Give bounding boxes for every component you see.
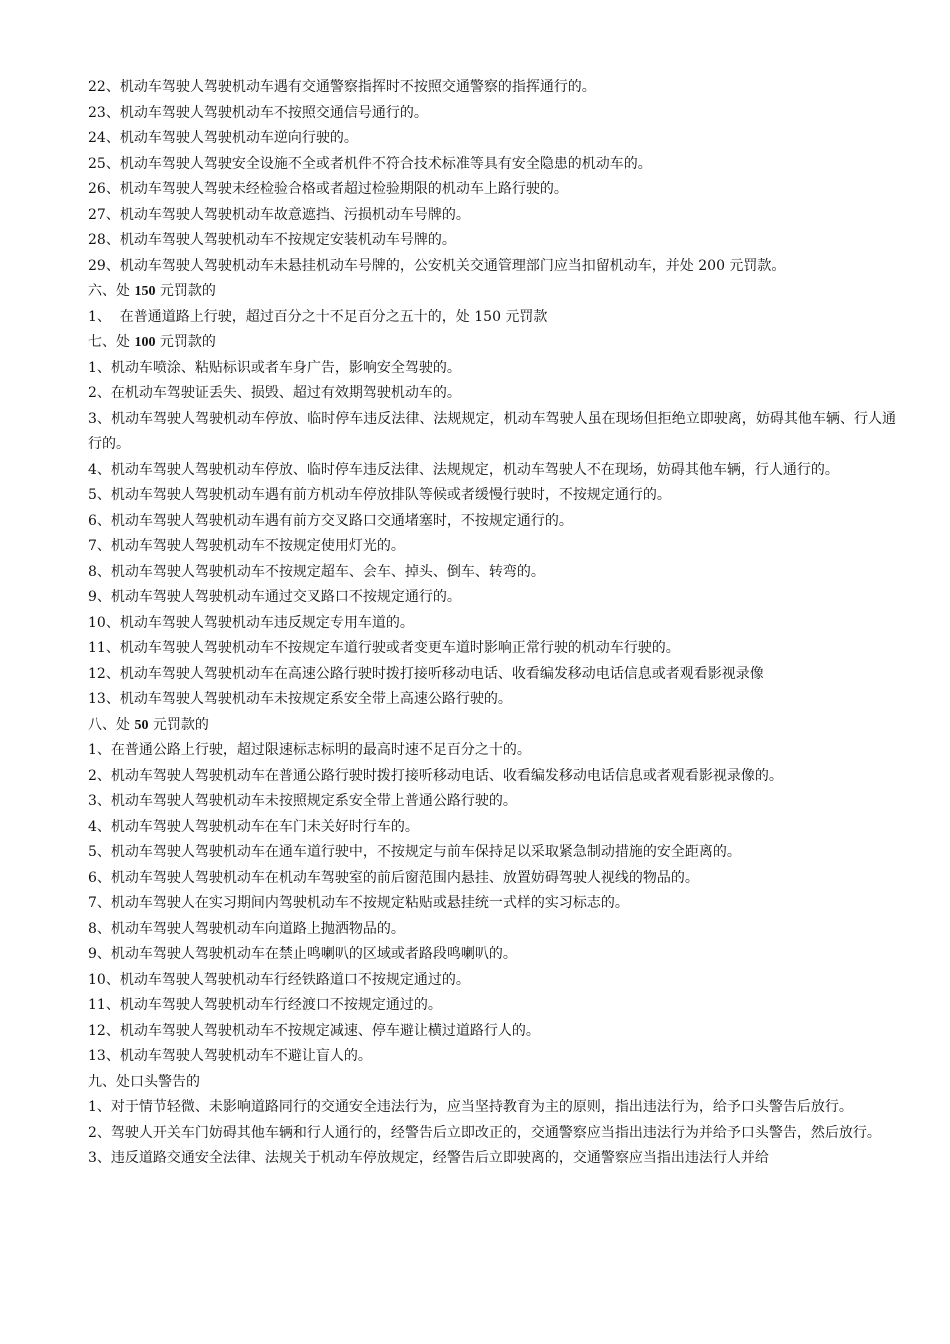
heading-suffix: 元罚款的 bbox=[155, 334, 216, 350]
list-item: 10、机动车驾驶人驾驶机动车行经铁路道口不按规定通过的。 bbox=[88, 971, 470, 988]
heading-amount: 50 bbox=[134, 717, 149, 733]
list-item: 7、机动车驾驶人在实习期间内驾驶机动车不按规定粘贴或悬挂统一式样的实习标志的。 bbox=[88, 895, 629, 911]
section-heading-warning: 九、处口头警告的 bbox=[88, 1073, 200, 1090]
list-item: 3、机动车驾驶人驾驶机动车未按照规定系安全带上普通公路行驶的。 bbox=[88, 793, 517, 809]
list-item: 2、在机动车驾驶证丢失、损毁、超过有效期驾驶机动车的。 bbox=[88, 385, 461, 401]
heading-amount: 100 bbox=[134, 335, 156, 350]
list-items-50 bbox=[88, 738, 896, 1070]
list-item: 11、机动车驾驶人驾驶机动车行经渡口不按规定通过的。 bbox=[88, 997, 442, 1013]
list-item: 25、机动车驾驶人驾驶安全设施不全或者机件不符合技术标准等具有安全隐患的机动车的。 bbox=[88, 155, 652, 172]
list-item: 3、违反道路交通安全法律、法规关于机动车停放规定，经警告后立即驶离的，交通警察应当指出违法行人并给 bbox=[88, 1150, 769, 1166]
list-item: 2、机动车驾驶人驾驶机动车在普通公路行驶时拨打接听移动电话、收看编发移动电话信息或者观看影视录像的。 bbox=[88, 767, 783, 784]
document-page bbox=[88, 75, 896, 1172]
list-item: 1、在普通公路上行驶，超过限速标志标明的最高时速不足百分之十的。 bbox=[88, 742, 531, 758]
list-item: 2、驾驶人开关车门妨碍其他车辆和行人通行的，经警告后立即改正的，交通警察应当指出违法行为并给予口头警告，然后放行。 bbox=[88, 1124, 881, 1141]
list-item: 23、机动车驾驶人驾驶机动车不按照交通信号通行的。 bbox=[88, 104, 428, 121]
list-item: 13、机动车驾驶人驾驶机动车未按规定系安全带上高速公路行驶的。 bbox=[88, 691, 512, 707]
list-item: 1、机动车喷涂、粘贴标识或者车身广告，影响安全驾驶的。 bbox=[88, 359, 461, 376]
list-items-warning bbox=[88, 1095, 896, 1172]
list-item: 1、 在普通道路上行驶，超过百分之十不足百分之五十的，处 150 元罚款 bbox=[88, 308, 548, 325]
section-heading-150 bbox=[88, 279, 896, 305]
list-items-100 bbox=[88, 356, 896, 713]
heading-suffix: 元罚款的 bbox=[148, 716, 209, 733]
list-items-150 bbox=[88, 305, 896, 331]
list-items-a bbox=[88, 75, 896, 279]
list-item: 10、机动车驾驶人驾驶机动车违反规定专用车道的。 bbox=[88, 614, 414, 631]
list-item: 9、机动车驾驶人驾驶机动车在禁止鸣喇叭的区域或者路段鸣喇叭的。 bbox=[88, 946, 517, 962]
list-item: 4、机动车驾驶人驾驶机动车在车门未关好时行车的。 bbox=[88, 818, 419, 835]
list-item: 24、机动车驾驶人驾驶机动车逆向行驶的。 bbox=[88, 130, 358, 146]
section-heading-100 bbox=[88, 330, 896, 356]
list-item: 6、机动车驾驶人驾驶机动车遇有前方交叉路口交通堵塞时，不按规定通行的。 bbox=[88, 512, 573, 529]
list-item: 1、对于情节轻微、未影响道路同行的交通安全违法行为，应当坚持教育为主的原则，指出违法行为，给予口头警告后放行。 bbox=[88, 1099, 853, 1115]
heading-prefix: 七、处 bbox=[88, 334, 135, 350]
list-item: 27、机动车驾驶人驾驶机动车故意遮挡、污损机动车号牌的。 bbox=[88, 206, 470, 223]
list-item: 28、机动车驾驶人驾驶机动车不按规定安装机动车号牌的。 bbox=[88, 232, 456, 248]
list-item: 4、机动车驾驶人驾驶机动车停放、临时停车违反法律、法规规定，机动车驾驶人不在现场，妨碍其他车辆，行人通行的。 bbox=[88, 461, 839, 478]
list-item: 7、机动车驾驶人驾驶机动车不按规定使用灯光的。 bbox=[88, 538, 405, 554]
list-item: 9、机动车驾驶人驾驶机动车通过交叉路口不按规定通行的。 bbox=[88, 589, 461, 605]
list-item: 12、机动车驾驶人驾驶机动车不按规定减速、停车避让横过道路行人的。 bbox=[88, 1022, 540, 1039]
list-item: 22、机动车驾驶人驾驶机动车遇有交通警察指挥时不按照交通警察的指挥通行的。 bbox=[88, 79, 596, 95]
heading-suffix: 元罚款的 bbox=[155, 283, 216, 299]
list-item: 3、机动车驾驶人驾驶机动车停放、临时停车违反法律、法规规定，机动车驾驶人虽在现场但拒绝立即驶离，妨碍其他车辆、行人通行的。 bbox=[88, 410, 896, 452]
section-heading-50 bbox=[88, 713, 896, 739]
list-item: 8、机动车驾驶人驾驶机动车向道路上抛洒物品的。 bbox=[88, 920, 405, 937]
list-item: 12、机动车驾驶人驾驶机动车在高速公路行驶时拨打接听移动电话、收看编发移动电话信息或者观看影视录像 bbox=[88, 665, 764, 682]
list-item: 5、机动车驾驶人驾驶机动车遇有前方机动车停放排队等候或者缓慢行驶时，不按规定通行的。 bbox=[88, 487, 671, 503]
list-item: 13、机动车驾驶人驾驶机动车不避让盲人的。 bbox=[88, 1048, 372, 1064]
heading-prefix: 六、处 bbox=[88, 283, 135, 299]
list-item: 6、机动车驾驶人驾驶机动车在机动车驾驶室的前后窗范围内悬挂、放置妨碍驾驶人视线的物品的。 bbox=[88, 869, 699, 886]
heading-prefix: 八、处 bbox=[88, 716, 135, 733]
list-item: 11、机动车驾驶人驾驶机动车不按规定车道行驶或者变更车道时影响正常行驶的机动车行驶的。 bbox=[88, 640, 680, 656]
list-item: 8、机动车驾驶人驾驶机动车不按规定超车、会车、掉头、倒车、转弯的。 bbox=[88, 563, 545, 580]
list-item: 26、机动车驾驶人驾驶未经检验合格或者超过检验期限的机动车上路行驶的。 bbox=[88, 181, 568, 197]
list-item: 5、机动车驾驶人驾驶机动车在通车道行驶中，不按规定与前车保持足以采取紧急制动措施的安全距离的。 bbox=[88, 844, 741, 860]
list-item: 29、机动车驾驶人驾驶机动车未悬挂机动车号牌的，公安机关交通管理部门应当扣留机动车，并处 200 元罚款。 bbox=[88, 257, 786, 274]
heading-amount: 150 bbox=[134, 284, 156, 299]
